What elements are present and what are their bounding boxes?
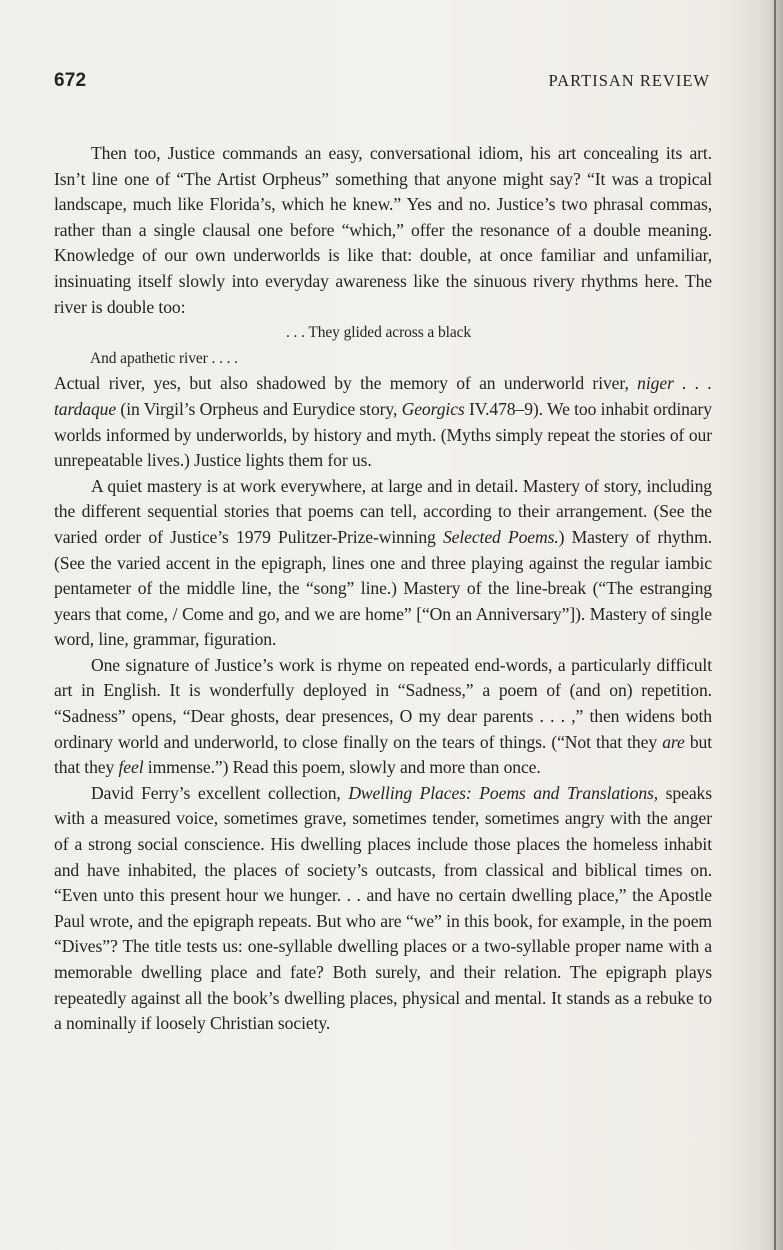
paragraph-4 <box>54 653 712 781</box>
italic-text-run: feel <box>118 757 144 778</box>
italic-text-run: Georgics <box>401 398 465 419</box>
page-header <box>54 70 710 96</box>
paragraph-1 <box>54 141 712 320</box>
text-run: (in Virgil’s Orpheus and Eurydice story, <box>116 398 402 419</box>
text-run: One signature of Justice’s work is rhyme on repeated end-words, a particularly difficult art in English. It is wonderfully deployed in “Sadness,” a poem of (and on) repetition. “Sadness” opens, “Dear ghosts, dear presences, O my dear parents . . . ,” then widens both ordinary world and underworld, to close finally on the tears of things. (“Not that they <box>54 654 712 752</box>
text-run: ) Mastery of rhythm. (See the varied accent in the epigraph, lines one and three playing against the regular iambic pentameter of the middle line, the “song” line.) Mastery of the line-break (“The estranging years that come, / Come and go, and we are home” [“On an Anniversary”]). Mastery of single word, line, grammar, figuration. <box>54 526 712 650</box>
verse-quotation <box>54 320 712 371</box>
italic-text-run: are <box>662 731 685 752</box>
verse-line-1: . . . They glided across a black <box>286 324 472 342</box>
text-run: but that they <box>54 731 713 778</box>
text-run: A quiet mastery is at work everywhere, at large and in detail. Mastery of story, including the different sequential stories that poems can tell, according to their arrangement. (See the varied order of Justice’s 1979 Pulitzer-Prize-winning <box>54 475 712 547</box>
paragraph-3 <box>54 474 712 653</box>
italic-text-run: Selected Poems. <box>442 526 559 547</box>
text-run: Then too, Justice commands an easy, conversational idiom, his art concealing its art. Isn’t line one of “The Artist Orpheus” something that anyone might say? “It was a tropical landscape, much like Florida’s, which he knew.” Yes and no. Justice’s two phrasal commas, rather than a single clausal one before “which,” offer the resonance of a double meaning. Knowledge of our own underworlds is like that: double, at once familiar and unfamiliar, insinuating itself slowly into everyday awareness like the sinuous rivery rhythms here. The river is double too: <box>54 143 712 317</box>
paragraph-5 <box>54 781 712 1037</box>
page-edge-line <box>774 0 776 1250</box>
text-run: David Ferry’s excellent collection, <box>91 782 349 803</box>
italic-text-run: Dwelling Places: Poems and Translations, <box>348 782 659 803</box>
page-number: 672 <box>54 70 87 91</box>
page-spine-shadow <box>769 0 783 1250</box>
verse-line-2: And apathetic river . . . . <box>90 349 238 367</box>
running-head: PARTISAN REVIEW <box>548 71 710 90</box>
text-run: Actual river, yes, but also shadowed by the memory of an underworld river, <box>54 373 638 394</box>
text-run: speaks with a measured voice, sometimes grave, sometimes tender, sometimes angry with the anger of a strong social conscience. His dwelling places include those places the homeless inhabit and have inhabited, the places of society’s outcasts, from classical and biblical times on. “Even unto this present hour we hunger. . . and have no certain dwelling place,” the Apostle Paul wrote, and the epigraph repeats. But who are “we” in this book, for example, in the poem “Dives”? The title tests us: one-syllable dwelling places or a two-syllable proper name with a memorable dwelling place and fate? Both surely, and their relation. The epigraph plays repeatedly against all the book’s dwelling places, physical and mental. It stands as a rebuke to a nominally if loosely Christian society. <box>54 782 712 1034</box>
paragraph-2 <box>54 371 712 473</box>
text-run: IV.478–9). We too inhabit ordinary worlds informed by underworlds, by history and myth. (Myths simply repeat the stories of our unrepeatable lives.) Justice lights them for us. <box>54 398 712 471</box>
text-run: immense.”) Read this poem, slowly and more than once. <box>143 757 541 778</box>
italic-text-run: niger . . . tardaque <box>54 373 712 419</box>
body-text <box>54 141 712 1037</box>
